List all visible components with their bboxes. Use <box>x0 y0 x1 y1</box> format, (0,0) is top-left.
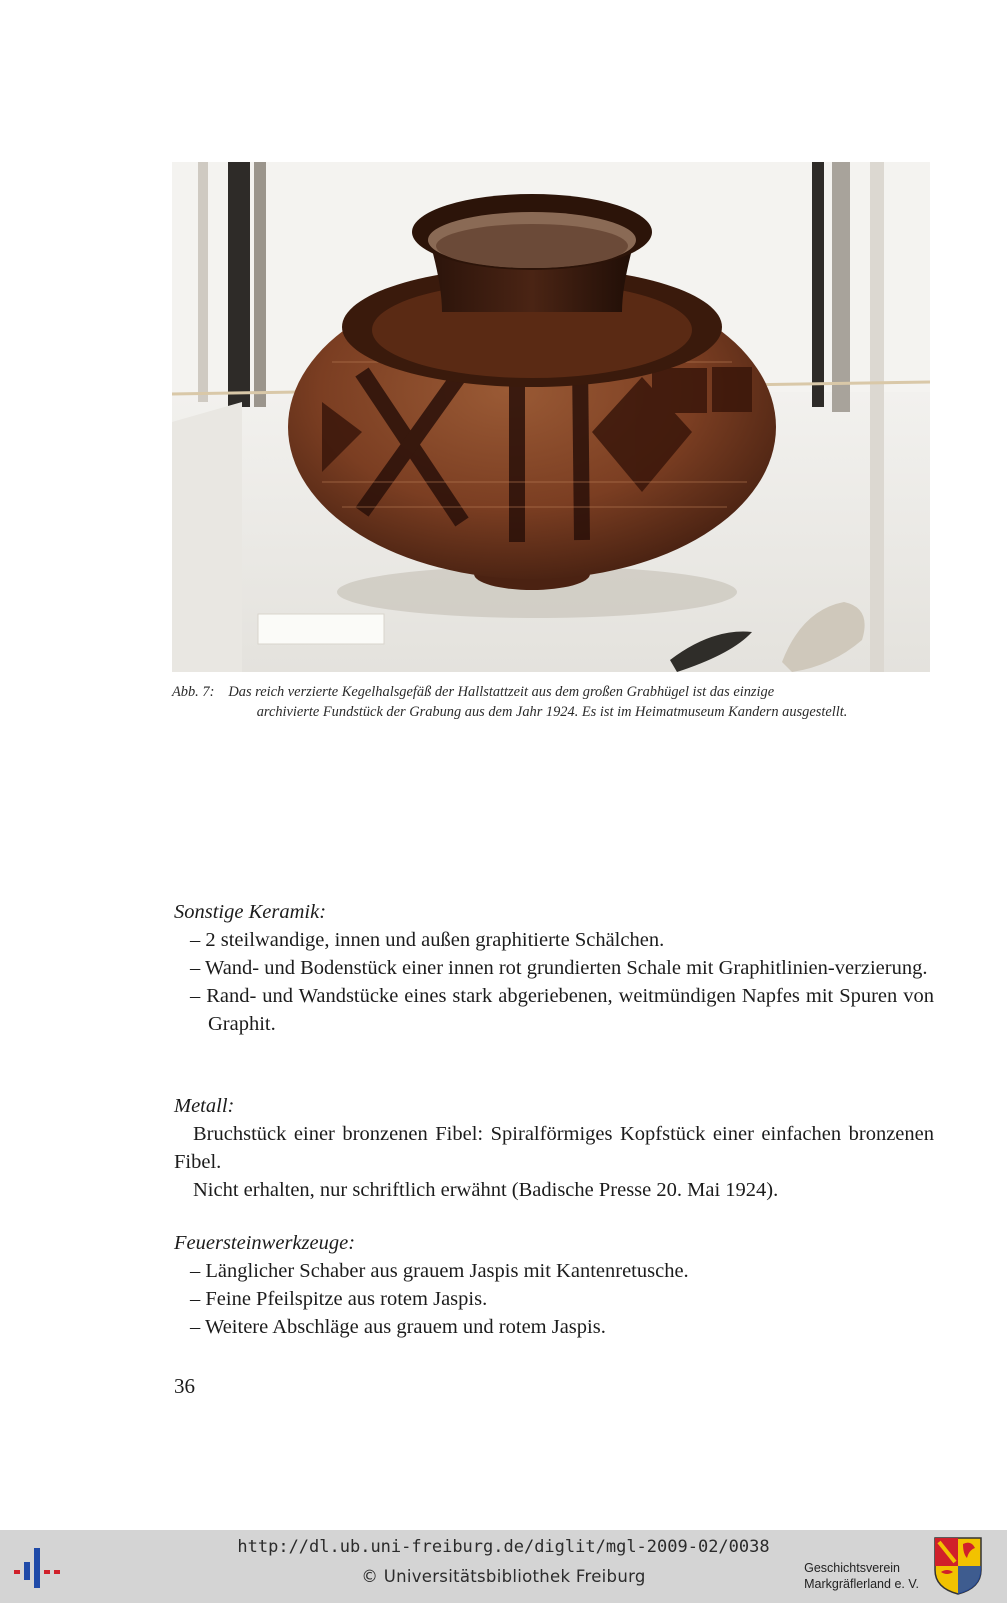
list-item: – Rand- und Wandstücke eines stark abgeriebenen, weitmündigen Napfes mit Spuren von Graphit. <box>190 985 934 1035</box>
list-item: – 2 steilwandige, innen und außen graphitierte Schälchen. <box>190 929 665 951</box>
footer-bar <box>0 1530 1007 1603</box>
section-feuersteinwerkzeuge <box>174 1229 934 1341</box>
list-item: – Wand- und Bodenstück einer innen rot grundierten Schale mit Graphitlinien-verzierung. <box>190 957 928 979</box>
page-number: 36 <box>174 1374 195 1398</box>
figure-caption <box>172 682 932 722</box>
section-heading: Metall: <box>174 1095 235 1117</box>
society-line-1: Geschichtsverein <box>804 1561 900 1575</box>
caption-line-2: archivierte Fundstück der Grabung aus dem Jahr 1924. Es ist im Heimatmuseum Kandern ausgestellt. <box>256 704 848 720</box>
section-heading: Sonstige Keramik: <box>174 901 327 923</box>
coat-of-arms-icon <box>933 1536 983 1601</box>
list-item: – Weitere Abschläge aus grauem und rotem Jaspis. <box>190 1316 606 1338</box>
society-name <box>804 1560 919 1592</box>
paragraph: Bruchstück einer bronzenen Fibel: Spiralförmiges Kopfstück einer einfachen bronzenen Fibel. <box>174 1123 934 1173</box>
society-line-2: Markgräflerland e. V. <box>804 1577 919 1591</box>
section-metall <box>174 1092 934 1204</box>
list-item: – Länglicher Schaber aus grauem Jaspis mit Kantenretusche. <box>190 1260 689 1282</box>
vessel-photo <box>172 162 930 672</box>
caption-label: Abb. 7: <box>172 684 215 700</box>
document-url-link[interactable]: http://dl.ub.uni-freiburg.de/diglit/mgl-2009-02/0038 <box>237 1537 770 1557</box>
caption-line-1 <box>172 682 932 702</box>
copyright-text: © Universitätsbibliothek Freiburg <box>361 1567 646 1586</box>
caption-text-1: Das reich verzierte Kegelhalsgefäß der Hallstattzeit aus dem großen Grabhügel ist das einzige <box>228 684 775 700</box>
section-heading: Feuersteinwerkzeuge: <box>174 1232 356 1254</box>
paragraph: Nicht erhalten, nur schriftlich erwähnt (Badische Presse 20. Mai 1924). <box>193 1179 779 1201</box>
list-item: – Feine Pfeilspitze aus rotem Jaspis. <box>190 1288 488 1310</box>
section-keramik <box>174 898 934 1038</box>
